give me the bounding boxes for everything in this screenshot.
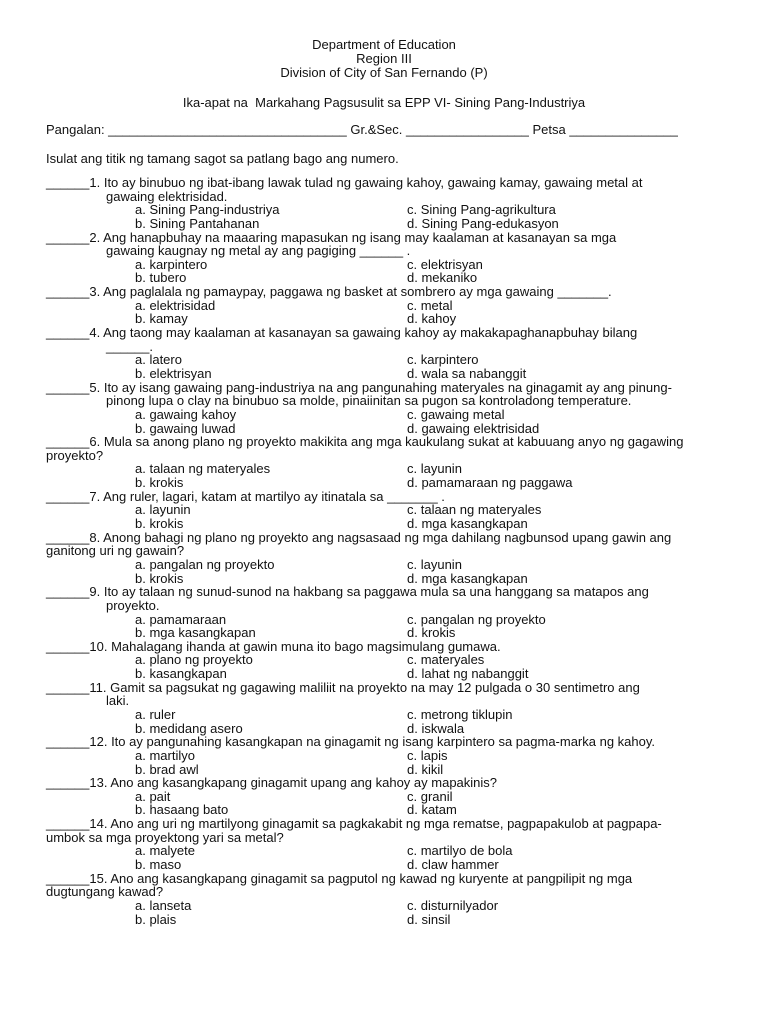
answer-choice: a. pait xyxy=(135,788,171,804)
choice-row xyxy=(0,722,768,736)
question-text: ______6. Mula sa anong plano ng proyekto makikita ang mga kaukulang sukat at kabuuang anyo ng gagawing xyxy=(46,434,684,450)
question-item xyxy=(0,872,768,927)
answer-choice: d. claw hammer xyxy=(407,857,499,873)
choice-row xyxy=(0,299,768,313)
answer-choice: b. gawaing luwad xyxy=(135,420,236,436)
answer-choice: d. Sining Pang-edukasyon xyxy=(407,215,559,231)
question-text: ______5. Ito ay isang gawaing pang-industriya na ang pangunahing materyales na ginagamit ay ang pinung- xyxy=(46,379,672,395)
choice-row xyxy=(0,790,768,804)
answer-choice: d. mga kasangkapan xyxy=(407,516,528,532)
choice-row xyxy=(0,899,768,913)
answer-choice: b. maso xyxy=(135,857,182,873)
answer-choice: a. ruler xyxy=(135,706,176,722)
choice-row xyxy=(0,353,768,367)
choice-row xyxy=(0,844,768,858)
answer-choice: d. krokis xyxy=(407,625,456,641)
answer-choice: b. elektrisyan xyxy=(135,365,212,381)
answer-choice: b. krokis xyxy=(135,570,184,586)
answer-choice: a. layunin xyxy=(135,502,191,518)
choice-row xyxy=(0,271,768,285)
answer-choice: d. mekaniko xyxy=(407,270,478,286)
question-item xyxy=(0,285,768,326)
answer-choice: b. tubero xyxy=(135,270,187,286)
choice-row xyxy=(0,476,768,490)
question-item xyxy=(0,735,768,776)
choice-row xyxy=(0,503,768,517)
answer-choice: a. pamamaraan xyxy=(135,611,227,627)
choice-row xyxy=(0,667,768,681)
choice-row xyxy=(0,462,768,476)
question-stem xyxy=(0,176,768,190)
question-stem xyxy=(0,776,768,790)
question-item xyxy=(0,176,768,231)
question-text-continued: umbok sa mga proyektong yari sa metal? xyxy=(46,829,284,845)
answer-choice: d. wala sa nabanggit xyxy=(407,365,527,381)
question-stem xyxy=(0,490,768,504)
question-stem xyxy=(0,435,768,449)
question-item xyxy=(0,381,768,436)
answer-choice: d. kahoy xyxy=(407,311,457,327)
question-text-continued: gawaing elektrisidad. xyxy=(106,188,228,204)
choice-row xyxy=(0,626,768,640)
question-continuation xyxy=(0,244,768,258)
question-text: ______13. Ano ang kasangkapang ginagamit upang ang kahoy ay mapakinis? xyxy=(46,775,498,791)
choice-row xyxy=(0,517,768,531)
question-continuation xyxy=(0,831,768,845)
instruction-text: Isulat ang titik ng tamang sagot sa patlang bago ang numero. xyxy=(46,151,399,166)
answer-choice: a. martilyo xyxy=(135,747,195,763)
question-continuation xyxy=(0,190,768,204)
answer-choice: b. krokis xyxy=(135,475,184,491)
question-continuation xyxy=(0,599,768,613)
answer-choice: d. kikil xyxy=(407,761,444,777)
answer-choice: b. medidang asero xyxy=(135,720,243,736)
choice-row xyxy=(0,803,768,817)
choice-row xyxy=(0,422,768,436)
question-text: ______1. Ito ay binubuo ng ibat-ibang lawak tulad ng gawaing kahoy, gawaing kamay, gawaing metal at xyxy=(46,175,643,190)
answer-choice: c. layunin xyxy=(407,556,462,572)
answer-choice: b. plais xyxy=(135,911,177,927)
answer-choice: c. karpintero xyxy=(407,352,479,368)
department-name: Department of Education xyxy=(312,37,456,52)
answer-choice: b. hasaang bato xyxy=(135,802,229,818)
question-text: ______7. Ang ruler, lagari, katam at martilyo ay itinatala sa _______ . xyxy=(46,488,445,504)
question-item xyxy=(0,817,768,872)
answer-choice: a. lanseta xyxy=(135,897,192,913)
choice-row xyxy=(0,708,768,722)
answer-choice: a. karpintero xyxy=(135,256,208,272)
question-text: ______11. Gamit sa pagsukat ng gagawing maliliit na proyekto na may 12 pulgada o 30 sentimetro ang xyxy=(46,679,640,695)
question-item xyxy=(0,326,768,381)
choice-row xyxy=(0,312,768,326)
question-continuation xyxy=(0,449,768,463)
answer-choice: c. talaan ng materyales xyxy=(407,502,542,518)
question-continuation xyxy=(0,544,768,558)
answer-choice: d. sinsil xyxy=(407,911,451,927)
student-info-line: Pangalan: _________________________________ Gr.&Sec. _________________ Petsa _______________ xyxy=(46,122,678,137)
answer-choice: a. gawaing kahoy xyxy=(135,406,237,422)
question-stem xyxy=(0,681,768,695)
question-item xyxy=(0,435,768,490)
answer-choice: c. elektrisyan xyxy=(407,256,483,272)
answer-choice: c. layunin xyxy=(407,461,462,477)
answer-choice: c. disturnilyador xyxy=(407,897,499,913)
choice-row xyxy=(0,258,768,272)
answer-choice: c. martilyo de bola xyxy=(407,843,513,859)
choice-row xyxy=(0,572,768,586)
choice-row xyxy=(0,558,768,572)
answer-choice: b. kasangkapan xyxy=(135,666,227,682)
answer-choice: d. lahat ng nabanggit xyxy=(407,666,529,682)
choice-row xyxy=(0,913,768,927)
question-text: ______8. Anong bahagi ng plano ng proyekto ang nagsasaad ng mga dahilang nagbunsod upang gawin ang xyxy=(46,529,672,545)
answer-choice: b. brad awl xyxy=(135,761,199,777)
answer-choice: c. metrong tiklupin xyxy=(407,706,513,722)
question-item xyxy=(0,490,768,531)
question-stem xyxy=(0,585,768,599)
choice-row xyxy=(0,763,768,777)
question-text: ______10. Mahalagang ihanda at gawin muna ito bago magsimulang gumawa. xyxy=(46,638,501,654)
question-text: ______4. Ang taong may kaalaman at kasanayan sa gawaing kahoy ay makakapaghanapbuhay bilang xyxy=(46,325,638,341)
question-text: ______15. Ano ang kasangkapang ginagamit sa pagputol ng kawad ng kuryente at pangpilipit ng mga xyxy=(46,870,633,886)
answer-choice: a. malyete xyxy=(135,843,195,859)
answer-choice: d. pamamaraan ng paggawa xyxy=(407,475,573,491)
question-text-continued: proyekto? xyxy=(46,447,104,463)
question-continuation xyxy=(0,394,768,408)
question-text-continued: laki. xyxy=(106,693,130,709)
question-continuation xyxy=(0,885,768,899)
answer-choice: a. latero xyxy=(135,352,182,368)
question-item xyxy=(0,231,768,286)
answer-choice: d. mga kasangkapan xyxy=(407,570,528,586)
question-list xyxy=(0,176,768,926)
answer-choice: b. krokis xyxy=(135,516,184,532)
question-stem xyxy=(0,872,768,886)
choice-row xyxy=(0,858,768,872)
question-stem xyxy=(0,735,768,749)
choice-row xyxy=(0,217,768,231)
answer-choice: d. katam xyxy=(407,802,457,818)
answer-choice: c. Sining Pang-agrikultura xyxy=(407,202,556,218)
choice-row xyxy=(0,653,768,667)
question-stem xyxy=(0,531,768,545)
question-text: ______12. Ito ay pangunahing kasangkapan na ginagamit ng isang karpintero sa pagma-marka ng kahoy. xyxy=(46,734,656,750)
question-item xyxy=(0,681,768,736)
answer-choice: a. elektrisidad xyxy=(135,297,216,313)
question-item xyxy=(0,531,768,586)
division-name: Division of City of San Fernando (P) xyxy=(280,65,488,80)
question-text-continued: pinong lupa o clay na binubuo sa molde, pinaiinitan sa pugon sa kontroladong temperature. xyxy=(106,393,632,409)
answer-choice: c. granil xyxy=(407,788,453,804)
answer-choice: b. kamay xyxy=(135,311,188,327)
answer-choice: b. Sining Pantahanan xyxy=(135,215,260,231)
question-stem xyxy=(0,285,768,299)
question-text-continued: ganitong uri ng gawain? xyxy=(46,543,185,559)
choice-row xyxy=(0,367,768,381)
answer-choice: a. plano ng proyekto xyxy=(135,652,253,668)
question-item xyxy=(0,640,768,681)
question-text: ______3. Ang paglalala ng pamaypay, paggawa ng basket at sombrero ay mga gawaing _______. xyxy=(46,284,612,300)
answer-choice: c. pangalan ng proyekto xyxy=(407,611,546,627)
region-name: Region III xyxy=(356,51,412,66)
question-stem xyxy=(0,817,768,831)
choice-row xyxy=(0,749,768,763)
question-text: ______9. Ito ay talaan ng sunud-sunod na hakbang sa paggawa mula sa una hanggang sa matapos ang xyxy=(46,584,649,600)
question-stem xyxy=(0,231,768,245)
answer-choice: b. mga kasangkapan xyxy=(135,625,256,641)
answer-choice: c. materyales xyxy=(407,652,485,668)
answer-choice: d. gawaing elektrisidad xyxy=(407,420,540,436)
question-item xyxy=(0,776,768,817)
question-text: ______14. Ano ang uri ng martilyong ginagamit sa pagkakabit ng mga rematse, pagpapakulob at pagpapa- xyxy=(46,816,662,832)
question-text: ______2. Ang hanapbuhay na maaaring mapasukan ng isang may kaalaman at kasanayan sa mga xyxy=(46,229,617,245)
document-header xyxy=(0,38,768,80)
question-item xyxy=(0,585,768,640)
answer-choice: c. metal xyxy=(407,297,453,313)
answer-choice: c. gawaing metal xyxy=(407,406,505,422)
answer-choice: a. pangalan ng proyekto xyxy=(135,556,275,572)
question-text-continued: proyekto. xyxy=(106,597,160,613)
question-text-continued: ______. xyxy=(106,338,153,354)
choice-row xyxy=(0,613,768,627)
question-stem xyxy=(0,381,768,395)
question-continuation xyxy=(0,340,768,354)
question-stem xyxy=(0,326,768,340)
choice-row xyxy=(0,203,768,217)
question-text-continued: dugtungang kawad? xyxy=(46,884,164,900)
answer-choice: a. talaan ng materyales xyxy=(135,461,271,477)
question-continuation xyxy=(0,694,768,708)
question-text-continued: gawaing kaugnay ng metal ay ang pagiging ______ . xyxy=(106,243,411,259)
choice-row xyxy=(0,408,768,422)
answer-choice: a. Sining Pang-industriya xyxy=(135,202,280,218)
exam-title: Ika-apat na Markahang Pagsusulit sa EPP VI- Sining Pang-Industriya xyxy=(182,95,586,110)
answer-choice: d. iskwala xyxy=(407,720,465,736)
answer-choice: c. lapis xyxy=(407,747,448,763)
question-stem xyxy=(0,640,768,654)
